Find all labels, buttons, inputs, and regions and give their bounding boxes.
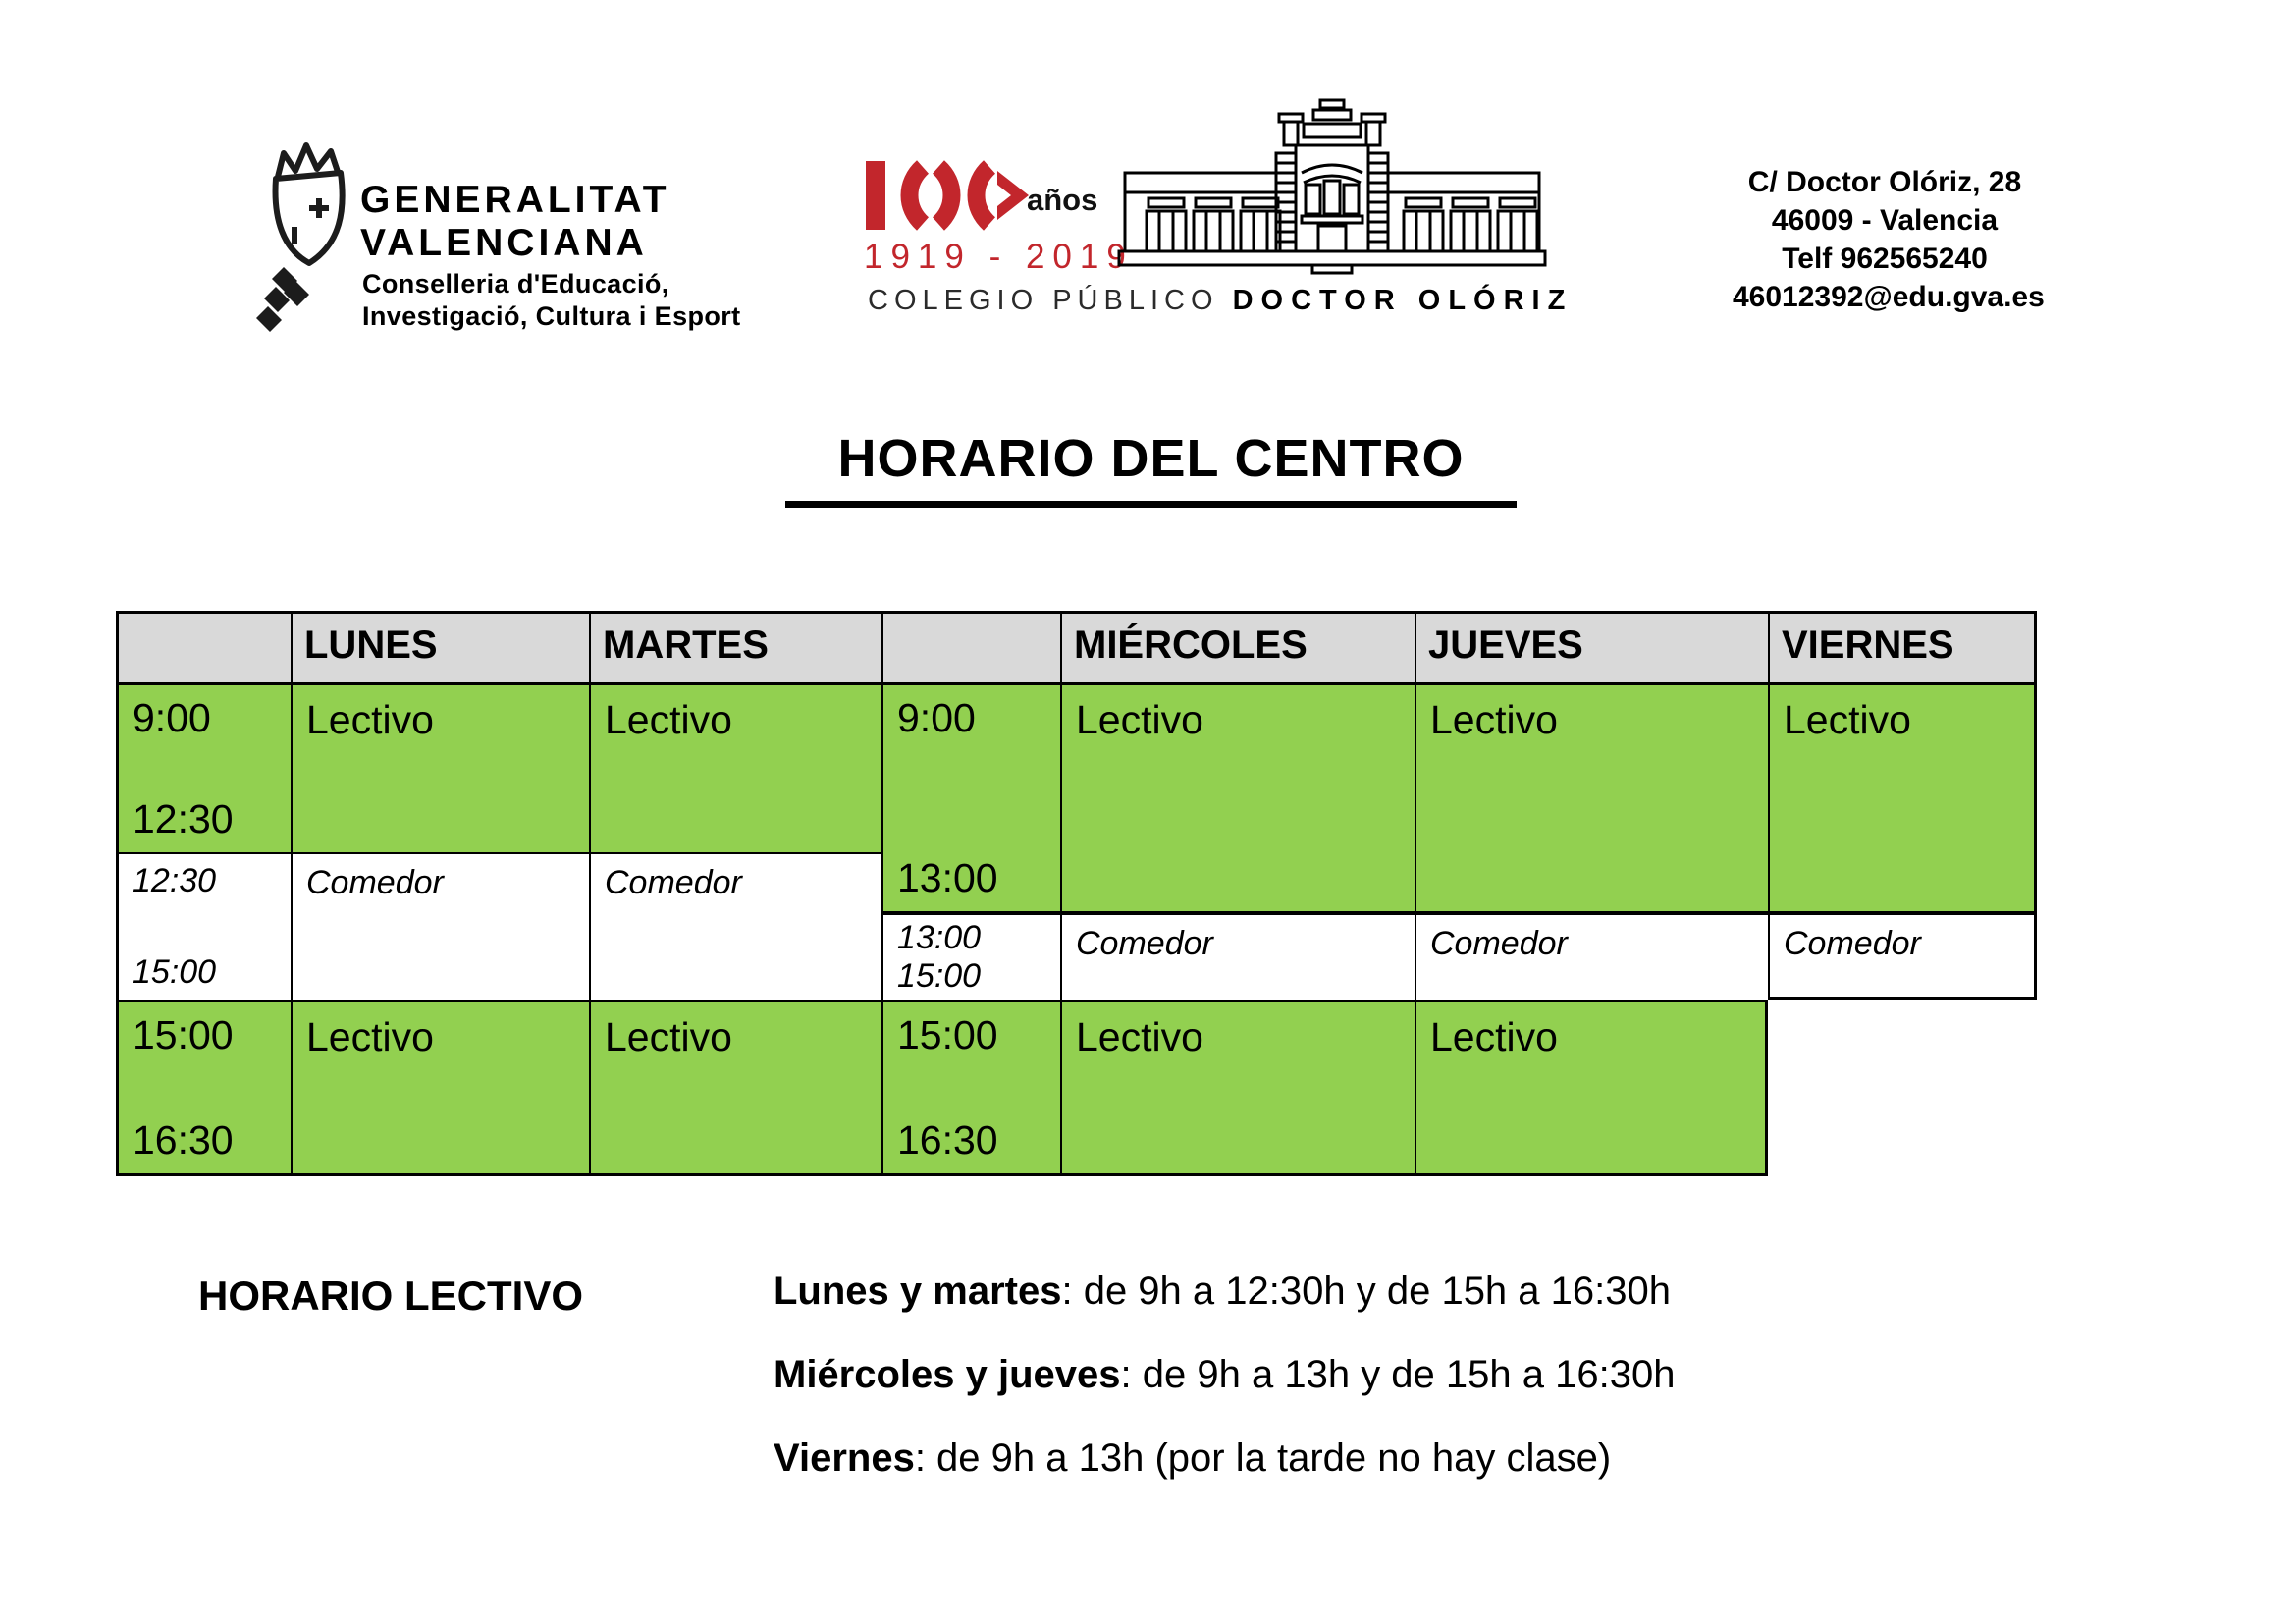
time-left-lunch xyxy=(116,852,291,1000)
time-start: 15:00 xyxy=(897,1012,998,1057)
page-title-text: HORARIO DEL CENTRO xyxy=(785,428,1517,508)
cell-viernes-comedor: Comedor xyxy=(1768,911,2037,1000)
footer-line-text: : de 9h a 13h (por la tarde no hay clase) xyxy=(914,1436,1612,1480)
time-end: 13:00 xyxy=(897,855,998,900)
footer-line-lunes-martes xyxy=(774,1269,1675,1315)
footer-heading: HORARIO LECTIVO xyxy=(198,1272,584,1319)
cell-jueves-morning: Lectivo xyxy=(1415,682,1768,911)
footer-line-miercoles-jueves xyxy=(774,1352,1675,1398)
header-empty-right xyxy=(881,611,1060,682)
cell-jueves-afternoon: Lectivo xyxy=(1415,1000,1768,1176)
time-start: 15:00 xyxy=(133,1012,234,1057)
cell-martes-afternoon: Lectivo xyxy=(589,1000,881,1176)
centenary-years: 1919 - 2019 xyxy=(864,238,1134,276)
centenary-anios-label: años xyxy=(1027,183,1098,217)
cell-miercoles-afternoon: Lectivo xyxy=(1060,1000,1415,1176)
time-end: 15:00 xyxy=(133,953,217,991)
time-start: 9:00 xyxy=(133,695,211,740)
cell-lunes-morning: Lectivo xyxy=(291,682,589,852)
gva-subtitle-line1: Conselleria d'Educació, xyxy=(362,269,669,298)
school-name-bold: DOCTOR OLÓRIZ xyxy=(1232,285,1574,316)
time-right-lunch xyxy=(881,911,1060,1000)
header-empty-left xyxy=(116,611,291,682)
time-end: 15:00 xyxy=(897,957,982,995)
footer-line-label: Lunes y martes xyxy=(774,1270,1062,1313)
gva-subtitle-line2: Investigació, Cultura i Esport xyxy=(362,301,741,331)
gva-logo xyxy=(250,126,741,352)
contact-address: C/ Doctor Olóriz, 28 xyxy=(1747,166,2022,198)
school-name-line xyxy=(868,285,1574,317)
footer-line-label: Miércoles y jueves xyxy=(774,1353,1121,1396)
time-left-morning xyxy=(116,682,291,852)
cell-martes-morning: Lectivo xyxy=(589,682,881,852)
time-start: 12:30 xyxy=(133,862,217,899)
time-right-morning xyxy=(881,682,1060,911)
time-start: 9:00 xyxy=(897,695,976,740)
contact-email: 46012392@edu.gva.es xyxy=(1733,281,2045,313)
time-end: 16:30 xyxy=(897,1117,998,1163)
contact-phone: Telf 962565240 xyxy=(1782,243,1988,275)
time-end: 12:30 xyxy=(133,796,234,841)
time-end: 16:30 xyxy=(133,1117,234,1163)
cell-jueves-comedor: Comedor xyxy=(1415,911,1768,1000)
gva-name-line1: GENERALITAT xyxy=(360,179,670,221)
gva-name-line2: VALENCIANA xyxy=(360,222,648,264)
cell-miercoles-morning: Lectivo xyxy=(1060,682,1415,911)
time-left-afternoon xyxy=(116,1000,291,1176)
header-lunes: LUNES xyxy=(291,611,589,682)
footer-line-text: : de 9h a 13h y de 15h a 16:30h xyxy=(1120,1353,1676,1396)
footer-line-text: : de 9h a 12:30h y de 15h a 16:30h xyxy=(1061,1270,1671,1313)
contact-city: 46009 - Valencia xyxy=(1771,204,1999,237)
cell-lunes-comedor: Comedor xyxy=(291,852,589,1000)
school-name-prefix: COLEGIO PÚBLICO xyxy=(868,285,1233,316)
footer-line-viernes xyxy=(774,1435,1675,1482)
cell-viernes-morning: Lectivo xyxy=(1768,682,2037,911)
cell-miercoles-comedor: Comedor xyxy=(1060,911,1415,1000)
header-viernes: VIERNES xyxy=(1768,611,2037,682)
contact-block xyxy=(1733,163,2045,316)
cell-martes-comedor: Comedor xyxy=(589,852,881,1000)
time-right-afternoon xyxy=(881,1000,1060,1176)
school-building-icon xyxy=(1111,94,1553,276)
header-miercoles: MIÉRCOLES xyxy=(1060,611,1415,682)
gva-coat-of-arms-icon xyxy=(250,134,358,352)
page-title xyxy=(785,428,1517,508)
centenary-logo xyxy=(854,88,1574,334)
header-jueves: JUEVES xyxy=(1415,611,1768,682)
time-start: 13:00 xyxy=(897,919,982,956)
cell-lunes-afternoon: Lectivo xyxy=(291,1000,589,1176)
header-martes: MARTES xyxy=(589,611,881,682)
footer-lines xyxy=(774,1269,1675,1519)
footer-line-label: Viernes xyxy=(774,1436,915,1480)
